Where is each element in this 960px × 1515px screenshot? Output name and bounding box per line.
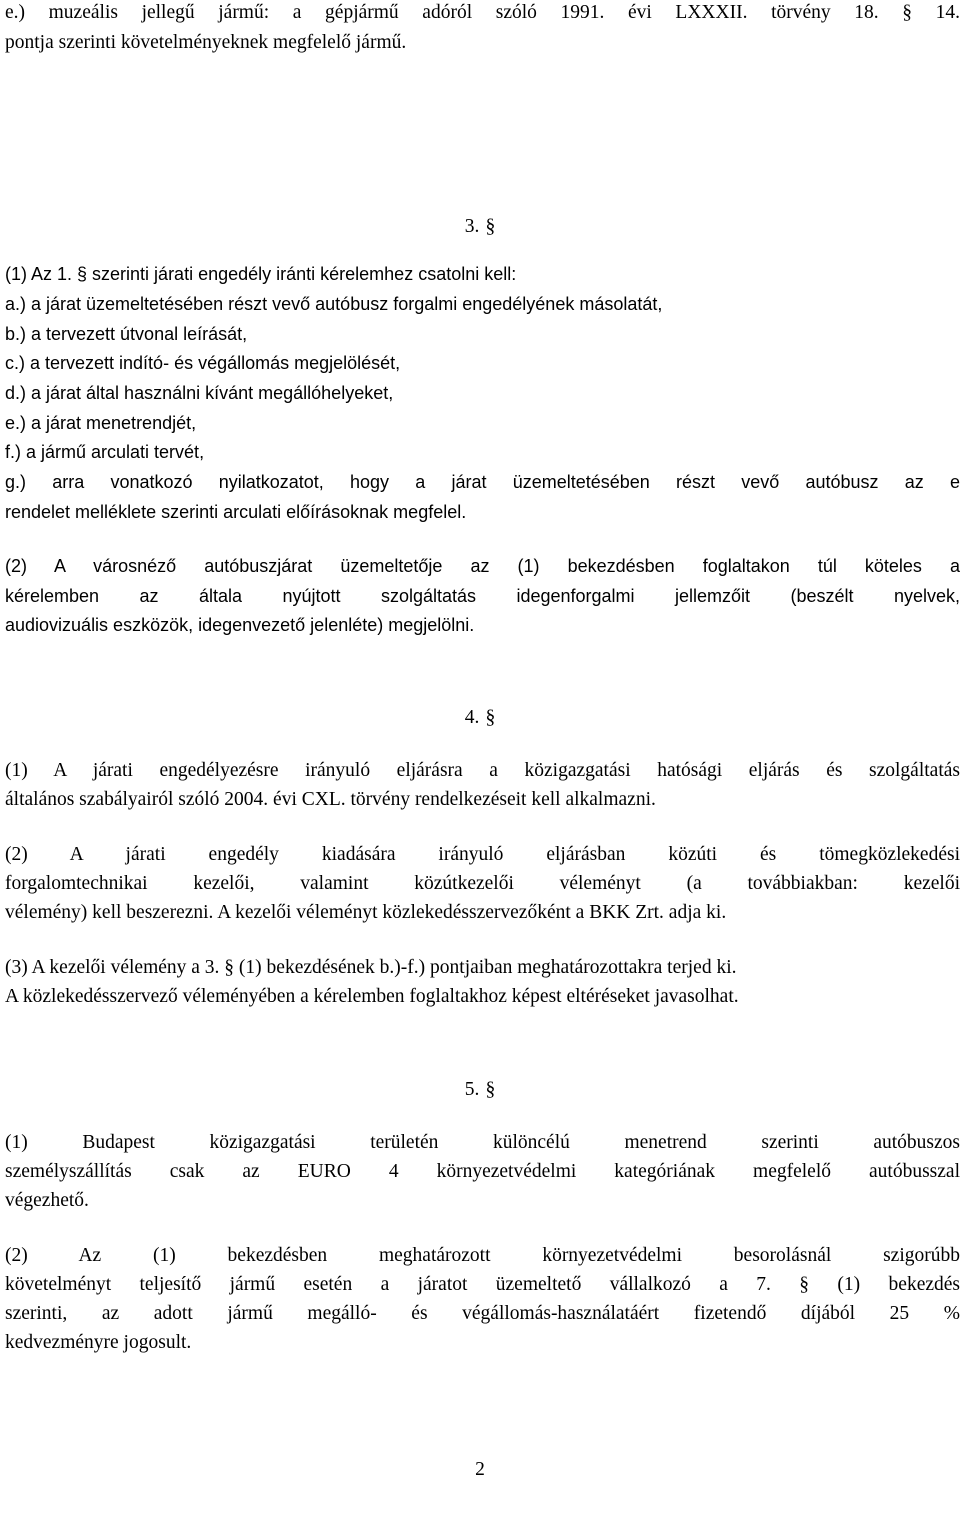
paragraph-line: (3) A kezelői vélemény a 3. § (1) bekezdésének b.)-f.) pontjaiban meghatározottakra terjed ki. [5, 957, 737, 978]
paragraph-line: (2) Az (1) bekezdésben meghatározott környezetvédelmi besorolásnál szigorúbb [5, 1245, 960, 1266]
section-sign-icon: § [485, 215, 496, 237]
section-heading-4 [0, 705, 960, 730]
section-number: 3. [464, 216, 480, 237]
list-item: f.) a jármű arculati tervét, [5, 442, 205, 462]
paragraph-line: (1) Az 1. § szerinti járati engedély iránti kérelemhez csatolni kell: [5, 264, 517, 284]
paragraph-line: kedvezményre jogosult. [5, 1332, 192, 1353]
section-sign-icon: § [485, 1078, 496, 1100]
paragraph-line: A közlekedésszervező véleményében a kérelemben foglaltakhoz képest eltéréseket javasolhat. [5, 986, 739, 1007]
text-line: e.) muzeális jellegű jármű: a gépjármű adóról szóló 1991. évi LXXXII. törvény 18. § 14. [5, 2, 960, 23]
paragraph-line: szerinti, az adott jármű megálló- és végállomás-használatáért fizetendő díjából 25 % [5, 1303, 960, 1324]
text-line: pontja szerinti követelményeknek megfelelő jármű. [5, 32, 407, 53]
page-number: 2 [475, 1459, 485, 1480]
paragraph-line: végezhető. [5, 1190, 89, 1211]
paragraph-line: (2) A járati engedély kiadására irányuló eljárásban közúti és tömegközlekedési [5, 844, 960, 865]
paragraph-line: kérelemben az általa nyújtott szolgáltatás idegenforgalmi jellemzőit (beszélt nyelvek, [5, 586, 960, 606]
section-number: 4. [464, 707, 480, 728]
paragraph-line: audiovizuális eszközök, idegenvezető jelenléte) megjelölni. [5, 615, 475, 635]
list-item: a.) a járat üzemeltetésében részt vevő autóbusz forgalmi engedélyének másolatát, [5, 294, 663, 314]
paragraph-line: személyszállítás csak az EURO 4 környezetvédelmi kategóriának megfelelő autóbusszal [5, 1161, 960, 1182]
paragraph-line: forgalomtechnikai kezelői, valamint közútkezelői véleményt (a továbbiakban: kezelői [5, 873, 960, 894]
list-item: d.) a járat által használni kívánt megállóhelyeket, [5, 383, 394, 403]
paragraph-line: követelményt teljesítő jármű esetén a járatot üzemeltető vállalkozó a 7. § (1) bekezdés [5, 1274, 960, 1295]
list-item: rendelet melléklete szerinti arculati előírásoknak megfelel. [5, 502, 467, 522]
list-item: b.) a tervezett útvonal leírását, [5, 324, 248, 344]
paragraph-line: (1) A járati engedélyezésre irányuló eljárásra a közigazgatási hatósági eljárás és szolgáltatás [5, 760, 960, 781]
section-heading-3 [0, 214, 960, 239]
paragraph-line: vélemény) kell beszerezni. A kezelői véleményt közlekedésszervezőként a BKK Zrt. adja ki. [5, 902, 727, 923]
list-item: c.) a tervezett indító- és végállomás megjelölését, [5, 353, 401, 373]
section-heading-5 [0, 1077, 960, 1102]
paragraph-line: (1) Budapest közigazgatási területén különcélú menetrend szerinti autóbuszos [5, 1132, 960, 1153]
list-item: g.) arra vonatkozó nyilatkozatot, hogy a járat üzemeltetésében részt vevő autóbusz az e [5, 472, 960, 492]
section-number: 5. [464, 1079, 480, 1100]
paragraph-line: általános szabályairól szóló 2004. évi CXL. törvény rendelkezéseit kell alkalmazni. [5, 789, 656, 810]
section-sign-icon: § [485, 706, 496, 728]
paragraph-line: (2) A városnéző autóbuszjárat üzemeltetője az (1) bekezdésben foglaltakon túl köteles a [5, 556, 960, 576]
list-item: e.) a járat menetrendjét, [5, 413, 197, 433]
